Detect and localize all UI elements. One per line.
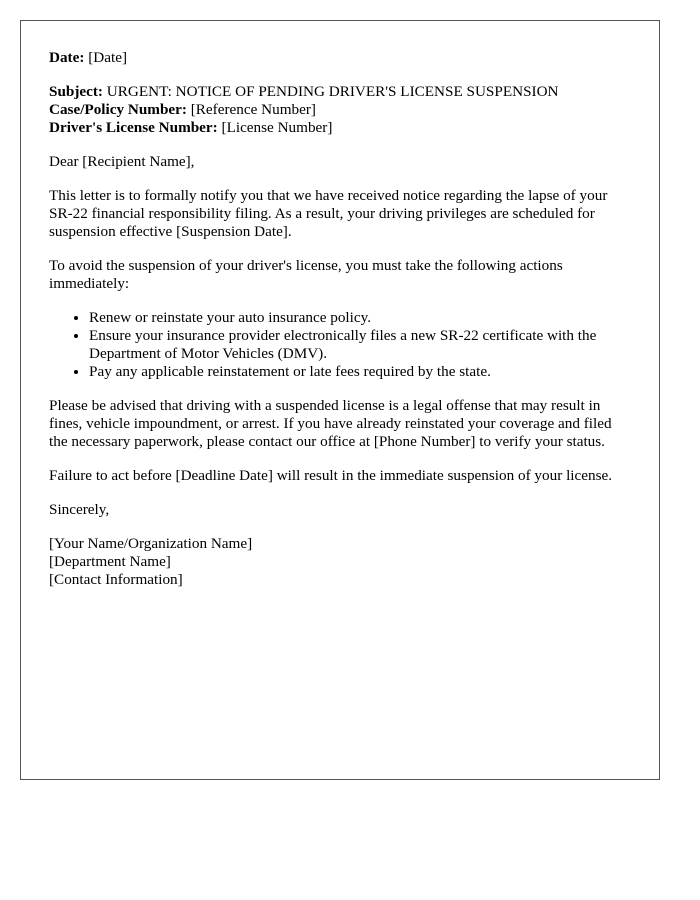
case-policy-label: Case/Policy Number:: [49, 101, 187, 118]
case-policy-value: [Reference Number]: [190, 101, 316, 118]
subject-label: Subject:: [49, 83, 103, 100]
action-item-renew: • Renew or reinstate your auto insurance policy.: [89, 309, 631, 327]
actions-intro-paragraph: To avoid the suspension of your driver's license, you must take the following actions immediately:: [49, 257, 563, 292]
date-line: [49, 49, 631, 67]
subject-value: URGENT: NOTICE OF PENDING DRIVER'S LICENSE SUSPENSION: [106, 83, 559, 100]
signature-contact: [Contact Information]: [49, 571, 183, 588]
subject-line: [49, 83, 631, 101]
signature-department: [Department Name]: [49, 553, 171, 570]
action-item-sr22: • Ensure your insurance provider electronically files a new SR-22 certificate with the Department of Motor Vehicles (DMV).: [89, 327, 631, 363]
intro-paragraph: This letter is to formally notify you that we have received notice regarding the lapse of your SR-22 financial responsibility filing. As a result, your driving privileges are scheduled for suspension effective [Suspension Date].: [49, 187, 608, 240]
action-item-fees: • Pay any applicable reinstatement or late fees required by the state.: [89, 363, 631, 381]
license-number-value: [License Number]: [221, 119, 333, 136]
license-number-label: Driver's License Number:: [49, 119, 218, 136]
letter-document: [20, 20, 660, 780]
actions-list: [49, 309, 631, 381]
signature-block: [49, 535, 631, 589]
date-label: Date:: [49, 49, 85, 66]
closing: Sincerely,: [49, 501, 110, 518]
case-policy-line: [49, 101, 631, 119]
date-value: [Date]: [88, 49, 128, 66]
salutation: Dear [Recipient Name],: [49, 153, 195, 170]
reference-block: [49, 83, 631, 137]
advisory-paragraph: Please be advised that driving with a suspended license is a legal offense that may result in fines, vehicle impoundment, or arrest. If you have already reinstated your coverage and filed the necessary paperwork, please contact our office at [Phone Number] to verify your status.: [49, 397, 612, 450]
license-number-line: [49, 119, 631, 137]
signature-name: [Your Name/Organization Name]: [49, 535, 253, 552]
deadline-paragraph: Failure to act before [Deadline Date] will result in the immediate suspension of your license.: [49, 467, 613, 484]
